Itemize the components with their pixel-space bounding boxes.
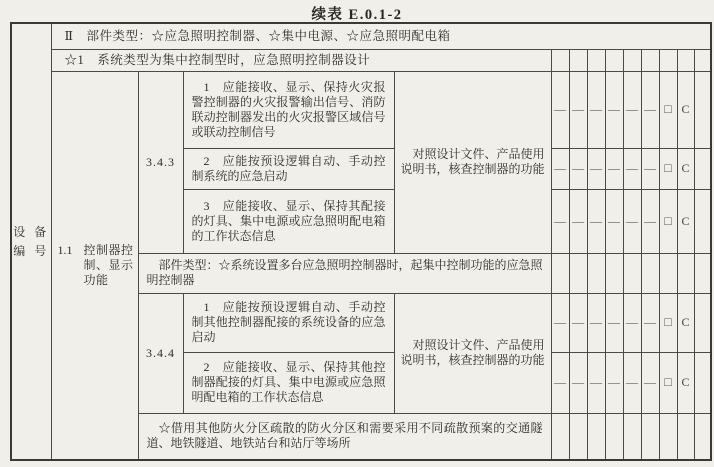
inspection-table bbox=[10, 22, 712, 461]
clause-343-sub2: 2 应能按预设逻辑自动、手动控制系统的应急启动 bbox=[183, 148, 394, 189]
grid-cell-empty bbox=[605, 253, 623, 293]
grid-cell-empty bbox=[659, 413, 677, 460]
item-1-1-cell bbox=[51, 71, 138, 460]
dash-mark: — bbox=[587, 293, 605, 352]
grid-cell-empty bbox=[659, 253, 677, 293]
checkbox-mark: □ bbox=[659, 352, 677, 413]
clause-344-code: 3.4.4 bbox=[138, 293, 183, 413]
dash-mark: — bbox=[605, 293, 623, 352]
dash-mark: — bbox=[569, 148, 587, 189]
dash-mark: — bbox=[623, 71, 641, 148]
clause-343-method: 对照设计文件、产品使用说明书，核查控制器的功能 bbox=[394, 71, 551, 253]
device-number-line1: 设 备 bbox=[13, 224, 50, 239]
grid-cell-empty bbox=[641, 49, 659, 71]
dash-mark: — bbox=[641, 189, 659, 253]
dash-mark: — bbox=[623, 293, 641, 352]
grid-cell-empty bbox=[641, 253, 659, 293]
device-number-header bbox=[11, 23, 51, 460]
grid-cell-empty bbox=[694, 71, 711, 148]
part-type-banner: Ⅱ 部件类型：☆应急照明控制器、☆集中电源、☆应急照明配电箱 bbox=[51, 23, 711, 49]
dash-mark: — bbox=[605, 71, 623, 148]
result-mark-c: C bbox=[677, 293, 694, 352]
grid-cell-empty bbox=[551, 49, 569, 71]
dash-mark: — bbox=[605, 352, 623, 413]
grid-cell-empty bbox=[605, 413, 623, 460]
grid-cell-empty bbox=[677, 413, 694, 460]
result-mark-c: C bbox=[677, 189, 694, 253]
item-number: 1.1 bbox=[57, 242, 73, 257]
dash-mark: — bbox=[587, 352, 605, 413]
dash-mark: — bbox=[569, 352, 587, 413]
dash-mark: — bbox=[587, 189, 605, 253]
dash-mark: — bbox=[551, 293, 569, 352]
checkbox-mark: □ bbox=[659, 71, 677, 148]
row-part-type bbox=[11, 23, 711, 49]
dash-mark: — bbox=[641, 148, 659, 189]
grid-cell-empty bbox=[694, 352, 711, 413]
clause-344-sub2: 2 应能接收、显示、保持其他控制器配接的灯具、集中电源或应急照明配电箱的工作状态信息 bbox=[183, 352, 394, 413]
grid-cell-empty bbox=[694, 189, 711, 253]
dash-mark: — bbox=[641, 293, 659, 352]
dash-mark: — bbox=[551, 71, 569, 148]
item-name: 控制器控制、显示功能 bbox=[83, 242, 134, 287]
clause-343-sub1: 1 应能接收、显示、保持火灾报警控制器的火灾报警输出信号、消防联动控制器发出的火灾报警区域信号或联动控制信号 bbox=[183, 71, 394, 148]
dash-mark: — bbox=[587, 148, 605, 189]
grid-cell-empty bbox=[623, 49, 641, 71]
dash-mark: — bbox=[605, 189, 623, 253]
clause-343-code: 3.4.3 bbox=[138, 71, 183, 253]
system-type-banner: ☆1 系统类型为集中控制型时，应急照明控制器设计 bbox=[51, 49, 551, 71]
grid-cell-empty bbox=[587, 413, 605, 460]
dash-mark: — bbox=[587, 71, 605, 148]
dash-mark: — bbox=[551, 352, 569, 413]
dash-mark: — bbox=[551, 148, 569, 189]
dash-mark: — bbox=[569, 293, 587, 352]
dash-mark: — bbox=[623, 352, 641, 413]
grid-cell-empty bbox=[694, 293, 711, 352]
grid-cell-empty bbox=[677, 253, 694, 293]
clause-344-method: 对照设计文件、产品使用说明书，核查控制器的功能 bbox=[394, 293, 551, 413]
grid-cell-empty bbox=[569, 49, 587, 71]
multi-controller-note: 部件类型：☆系统设置多台应急照明控制器时，起集中控制功能的应急照明控制器 bbox=[138, 253, 551, 293]
grid-cell-empty bbox=[551, 413, 569, 460]
clause-344-sub1: 1 应能按预设逻辑自动、手动控制其他控制器配接的系统设备的应急启动 bbox=[183, 293, 394, 352]
grid-cell-empty bbox=[694, 253, 711, 293]
page-title: 续表 E.0.1-2 bbox=[311, 7, 403, 23]
row-343-sub1 bbox=[11, 71, 711, 148]
dash-mark: — bbox=[569, 71, 587, 148]
grid-cell-empty bbox=[551, 253, 569, 293]
checkbox-mark: □ bbox=[659, 189, 677, 253]
place-note: ☆借用其他防火分区疏散的防火分区和需要采用不同疏散预案的交通隧道、地铁隧道、地铁站台和站厅等场所 bbox=[138, 413, 551, 460]
grid-cell-empty bbox=[694, 413, 711, 460]
grid-cell-empty bbox=[623, 413, 641, 460]
grid-cell-empty bbox=[569, 413, 587, 460]
grid-cell-empty bbox=[623, 253, 641, 293]
result-mark-c: C bbox=[677, 71, 694, 148]
device-number-line2: 编 号 bbox=[13, 243, 50, 258]
grid-cell-empty bbox=[694, 49, 711, 71]
grid-cell-empty bbox=[569, 253, 587, 293]
row-system-type bbox=[11, 49, 711, 71]
result-mark-c: C bbox=[677, 148, 694, 189]
grid-cell-empty bbox=[587, 253, 605, 293]
dash-mark: — bbox=[623, 148, 641, 189]
grid-cell-empty bbox=[677, 49, 694, 71]
dash-mark: — bbox=[551, 189, 569, 253]
clause-343-sub3: 3 应能接收、显示、保持其配接的灯具、集中电源或应急照明配电箱的工作状态信息 bbox=[183, 189, 394, 253]
grid-cell-empty bbox=[641, 413, 659, 460]
grid-cell-empty bbox=[694, 148, 711, 189]
result-mark-c: C bbox=[677, 352, 694, 413]
dash-mark: — bbox=[641, 352, 659, 413]
checkbox-mark: □ bbox=[659, 293, 677, 352]
grid-cell-empty bbox=[605, 49, 623, 71]
grid-cell-empty bbox=[587, 49, 605, 71]
grid-cell-empty bbox=[659, 49, 677, 71]
dash-mark: — bbox=[605, 148, 623, 189]
dash-mark: — bbox=[623, 189, 641, 253]
dash-mark: — bbox=[641, 71, 659, 148]
checkbox-mark: □ bbox=[659, 148, 677, 189]
dash-mark: — bbox=[569, 189, 587, 253]
